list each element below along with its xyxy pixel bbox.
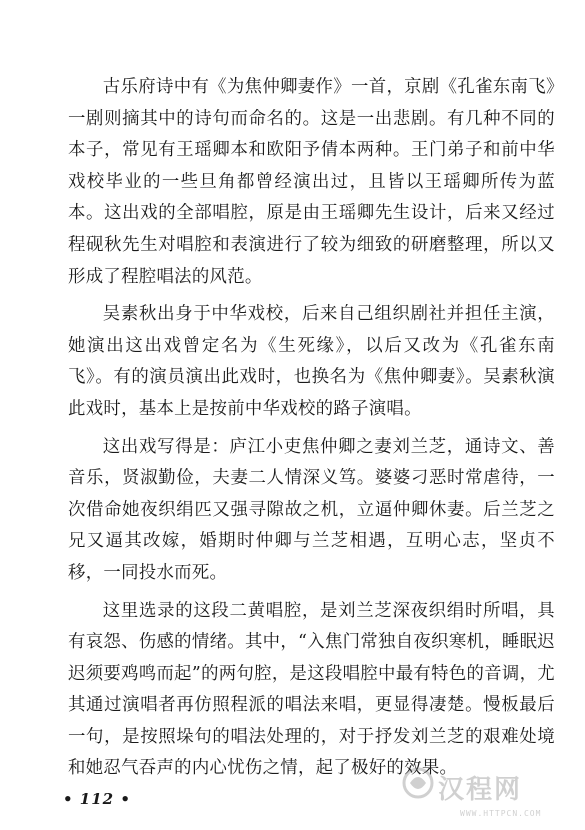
paragraph-3: 这出戏写得是：庐江小吏焦仲卿之妻刘兰芝，通诗文、善音乐，贤淑勤俭，夫妻二人情深义笃。婆婆刁恶时常虐待，一次借命她夜织绢匹又强寻隙故之机，立逼仲卿休妻。后兰芝之兄又逼其改嫁，婚期时仲卿与兰芝相遇，互明心志，坚贞不移，一同投水而死。 xyxy=(68,436,555,583)
paragraph-4: 这里选录的这段二黄唱腔，是刘兰芝深夜织绢时所唱，具有哀怨、伤感的情绪。其中，“入焦门常独自夜织寒机，睡眠迟迟须要鸡鸣而起”的两句腔，是这段唱腔中最有特色的音调，尤其通过演唱者再仿照程派的唱法来唱，更显得凄楚。慢板最后一句，是按照垛句的唱法处理的，对于抒发刘兰芝的艰难处境和她忍气吞声的内心忧伤之情，起了极好的效果。 xyxy=(68,600,555,779)
watermark-logo-icon xyxy=(400,765,436,805)
watermark-text: 汉程网 xyxy=(438,775,523,805)
body-text xyxy=(68,72,555,791)
page-number: • 112 • xyxy=(63,790,131,808)
watermark-url: WWW.HTTPCN.COM xyxy=(460,809,542,818)
paragraph-2: 吴素秋出身于中华戏校，后来自己组织剧社并担任主演，她演出这出戏曾定名为《生死缘》，以后又改为《孔雀东南飞》。有的演员演出此戏时，也换名为《焦仲卿妻》。吴素秋演此戏时，基本上是按前中华戏校的路子演唱。 xyxy=(68,304,555,419)
watermark xyxy=(400,765,570,825)
paragraph-1: 古乐府诗中有《为焦仲卿妻作》一首，京剧《孔雀东南飞》一剧则摘其中的诗句而命名的。这是一出悲剧。有几种不同的本子，常见有王瑶卿本和欧阳予倩本两种。王门弟子和前中华戏校毕业的一些旦角都曾经演出过，且皆以王瑶卿所传为蓝本。这出戏的全部唱腔，原是由王瑶卿先生设计，后来又经过程砚秋先生对唱腔和表演进行了较为细致的研磨整理，所以又形成了程腔唱法的风范。 xyxy=(68,77,555,287)
